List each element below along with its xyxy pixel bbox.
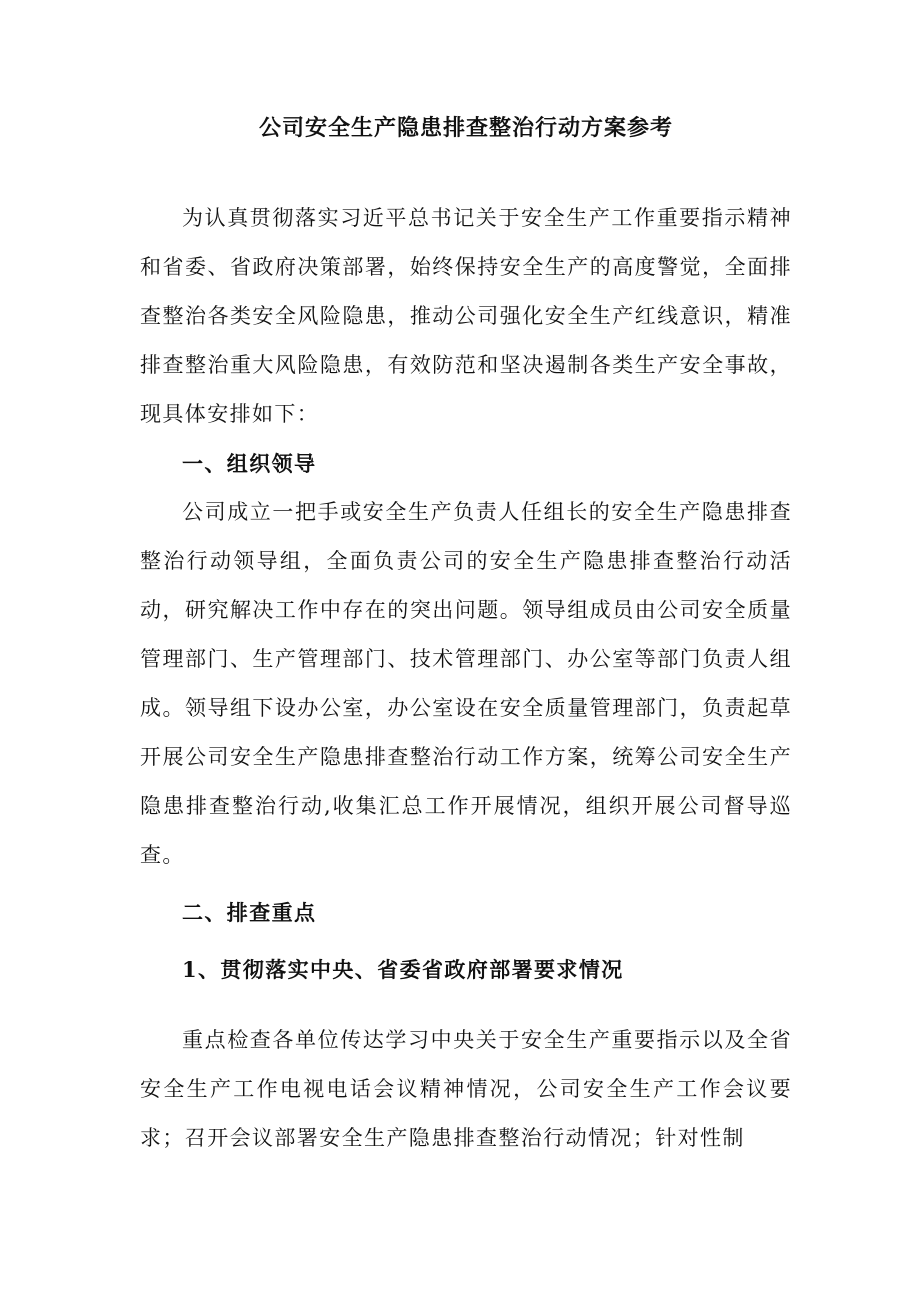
document-page xyxy=(140,108,792,1163)
section-heading-key-points: 二、排查重点 xyxy=(182,900,317,925)
subsection-heading-implementation: 1、贯彻落实中央、省委省政府部署要求情况 xyxy=(182,957,624,982)
intro-paragraph: 为认真贯彻落实习近平总书记关于安全生产工作重要指示精神和省委、省政府决策部署，始终保持安全生产的高度警觉，全面排查整治各类安全风险隐患，推动公司强化安全生产红线意识，精准排查整治重大风险隐患，有效防范和坚决遏制各类生产安全事故，现具体安排如下： xyxy=(140,206,792,426)
document-title: 公司安全生产隐患排查整治行动方案参考 xyxy=(258,115,673,141)
organization-paragraph: 公司成立一把手或安全生产负责人任组长的安全生产隐患排查整治行动领导组，全面负责公司的安全生产隐患排查整治行动活动，研究解决工作中存在的突出问题。领导组成员由公司安全质量管理部门、生产管理部门、技术管理部门、办公室等部门负责人组成。领导组下设办公室，办公室设在安全质量管理部门，负责起草开展公司安全生产隐患排查整治行动工作方案，统筹公司安全生产隐患排查整治行动,收集汇总工作开展情况，组织开展公司督导巡查。 xyxy=(140,500,792,867)
implementation-paragraph: 重点检查各单位传达学习中央关于安全生产重要指示以及全省安全生产工作电视电话会议精神情况，公司安全生产工作会议要求；召开会议部署安全生产隐患排查整治行动情况；针对性制 xyxy=(140,1028,792,1150)
section-heading-organization: 一、组织领导 xyxy=(182,451,317,476)
